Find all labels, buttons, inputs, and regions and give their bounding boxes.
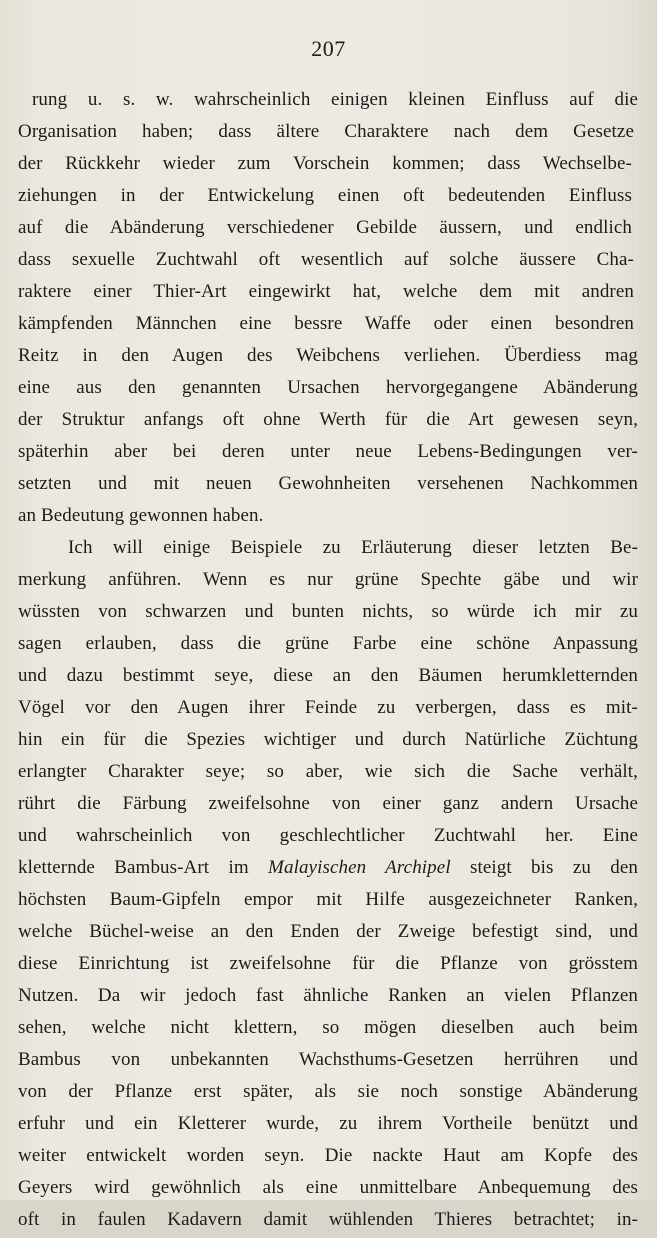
text-line: an Bedeutung gewonnen haben.	[18, 505, 264, 526]
text-line: sagen erlauben, dass die grüne Farbe eine schöne Anpassung	[18, 633, 638, 654]
text-line: höchsten Baum-Gipfeln empor mit Hilfe ausgezeichneter Ranken,	[18, 889, 638, 910]
text-line: von der Pflanze erst später, als sie noch sonstige Abänderung	[18, 1081, 638, 1102]
text-line: Geyers wird gewöhnlich als eine unmittelbare Anbequemung des	[18, 1177, 638, 1198]
text-line: eine aus den genannten Ursachen hervorgegangene Abänderung	[18, 377, 638, 398]
text-line: Organisation haben; dass ältere Charaktere nach dem Gesetze	[18, 121, 634, 142]
text-line: setzten und mit neuen Gewohnheiten versehenen Nachkommen	[18, 473, 638, 494]
text-line: Vögel vor den Augen ihrer Feinde zu verbergen, dass es mit-	[18, 697, 638, 718]
text-line: rührt die Färbung zweifelsohne von einer ganz andern Ursache	[18, 793, 638, 814]
text-line: welche Büchel-weise an den Enden der Zweige befestigt sind, und	[18, 921, 638, 942]
text-line: hin ein für die Spezies wichtiger und durch Natürliche Züchtung	[18, 729, 638, 750]
text-line: der Rückkehr wieder zum Vorschein kommen; dass Wechselbe-	[18, 153, 632, 174]
text-line: rung u. s. w. wahrscheinlich einigen kleinen Einfluss auf die	[32, 89, 638, 110]
italic-place-name: Malayischen Archipel	[268, 857, 451, 878]
text-line: ziehungen in der Entwickelung einen oft bedeutenden Einfluss	[18, 185, 632, 206]
text-line: diese Einrichtung ist zweifelsohne für die Pflanze von grösstem	[18, 953, 638, 974]
text-line: und wahrscheinlich von geschlechtlicher Zuchtwahl her. Eine	[18, 825, 638, 846]
text-line: der Struktur anfangs oft ohne Werth für die Art gewesen seyn,	[18, 409, 638, 430]
text-line	[18, 850, 638, 886]
text-line: sehen, welche nicht klettern, so mögen dieselben auch beim	[18, 1017, 638, 1038]
text-segment: kletternde Bambus-Art im	[18, 857, 269, 878]
text-line: Reitz in den Augen des Weibchens verliehen. Überdiess mag	[18, 345, 638, 366]
text-line: merkung anführen. Wenn es nur grüne Spechte gäbe und wir	[18, 569, 638, 590]
text-line: oft in faulen Kadavern damit wühlenden Thieres betrachtet; in-	[18, 1209, 638, 1230]
text-line: Bambus von unbekannten Wachsthums-Gesetzen herrühren und	[18, 1049, 638, 1070]
text-line: Nutzen. Da wir jedoch fast ähnliche Ranken an vielen Pflanzen	[18, 985, 638, 1006]
text-line: Ich will einige Beispiele zu Erläuterung dieser letzten Be-	[68, 537, 638, 558]
text-line: und dazu bestimmt seye, diese an den Bäumen herumkletternden	[18, 665, 638, 686]
text-line: dass sexuelle Zuchtwahl oft wesentlich auf solche äussere Cha-	[18, 249, 634, 270]
text-line: kämpfenden Männchen eine bessre Waffe oder einen besondren	[18, 313, 634, 334]
text-segment: steigt bis zu den	[450, 857, 638, 878]
text-line: weiter entwickelt worden seyn. Die nackte Haut am Kopfe des	[18, 1145, 638, 1166]
text-line: erfuhr und ein Kletterer wurde, zu ihrem Vortheile benützt und	[18, 1113, 638, 1134]
text-line: späterhin aber bei deren unter neue Lebens-Bedingungen ver-	[18, 441, 638, 462]
text-line: erlangter Charakter seye; so aber, wie sich die Sache verhält,	[18, 761, 638, 782]
text-line: wüssten von schwarzen und bunten nichts, so würde ich mir zu	[18, 601, 638, 622]
text-line: raktere einer Thier-Art eingewirkt hat, welche dem mit andren	[18, 281, 634, 302]
page-number: 207	[311, 36, 346, 61]
text-line: auf die Abänderung verschiedener Gebilde äussern, und endlich	[18, 217, 632, 238]
